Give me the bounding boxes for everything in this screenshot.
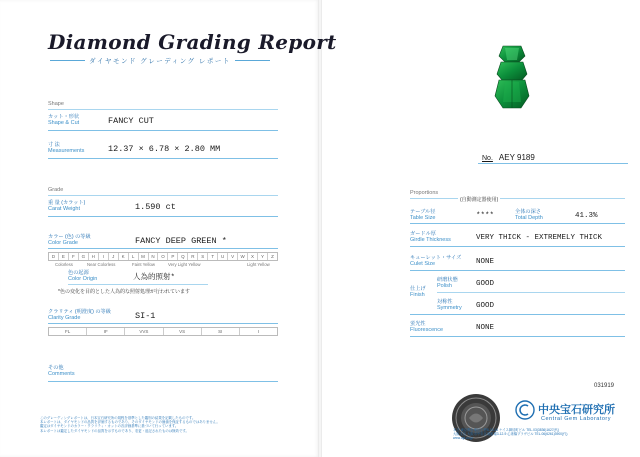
fluorescence-rule <box>410 336 625 337</box>
clarity-scale-if: IF <box>87 328 125 335</box>
fluorescence-label-jp: 蛍光性 <box>410 321 426 327</box>
comments-rule <box>48 381 278 382</box>
color-scale-x: X <box>248 253 258 260</box>
measurements-label-jp: 寸 法 <box>48 142 60 148</box>
footnote-line-1: このグレーディングレポートは、日本宝石研究所の規程を基準とした鑑別の結果を記載したものです。 <box>40 416 196 420</box>
lab-address <box>453 428 633 440</box>
left-page <box>0 0 319 457</box>
scale-label-near-colorless: Near Colorless <box>87 262 116 267</box>
color-value: FANCY DEEP GREEN * <box>135 236 227 246</box>
shape-divider <box>48 109 278 110</box>
clarity-scale-fl: FL <box>49 328 87 335</box>
origin-value: 人為的照射* <box>133 274 176 282</box>
color-scale-g: G <box>79 253 89 260</box>
color-scale-k: K <box>119 253 129 260</box>
culet-rule <box>410 270 625 271</box>
lab-name-jp: 中央宝石研究所 <box>538 404 615 416</box>
subtitle-text: ダイヤモンド グレーディング レポート <box>89 58 231 65</box>
lab-name-en: Central Gem Laboratory <box>541 416 611 422</box>
comments-label-jp: その他 <box>48 365 64 371</box>
scale-label-faint-yellow: Faint Yellow <box>132 262 155 267</box>
proportions-section-label: Proportions <box>410 190 439 196</box>
color-label-jp: カラー (色) の等級 <box>48 234 91 240</box>
color-scale-m: M <box>139 253 149 260</box>
color-scale-h: H <box>89 253 99 260</box>
color-scale-j: J <box>109 253 119 260</box>
origin-label-jp: 色の起源 <box>68 270 89 276</box>
carat-label-en: Carat Weight <box>48 206 80 212</box>
clarity-scale-vvs: VVS <box>125 328 163 335</box>
lab-address-line-3: www.cgl.co.jp <box>453 436 473 440</box>
serial-number: 031919 <box>594 383 615 389</box>
finish-label-jp: 仕上げ <box>410 286 426 292</box>
color-scale <box>48 252 278 261</box>
symmetry-label-en: Symmetry <box>437 305 462 311</box>
table-value: **** <box>476 212 495 220</box>
gemstone-photo <box>487 42 537 114</box>
symmetry-label-jp: 対称性 <box>437 299 453 305</box>
clarity-rule <box>48 323 278 324</box>
color-scale-i: I <box>99 253 109 260</box>
table-label-jp: テーブル径 <box>410 209 436 215</box>
right-page <box>321 0 640 457</box>
color-scale-d: D <box>49 253 59 260</box>
measurements-label-en: Measurements <box>48 148 85 154</box>
clarity-scale <box>48 327 278 336</box>
lab-logo-icon <box>515 400 535 420</box>
scale-label-light-yellow: Light Yellow <box>247 262 270 267</box>
lab-address-line-1: 本社 東京都台東区上野5-15-14 ナイス御徒町ビル TEL.03(3836)1627(代) <box>453 428 560 432</box>
depth-value: 41.3% <box>575 212 598 220</box>
scale-label-colorless: Colorless <box>55 262 73 267</box>
girdle-label-jp: ガードル厚 <box>410 231 436 237</box>
scale-label-very-light-yellow: Very Light Yellow <box>168 262 201 267</box>
measurements-value: 12.37 × 6.78 × 2.80 MM <box>108 144 221 154</box>
origin-rule <box>68 284 208 285</box>
color-scale-t: T <box>208 253 218 260</box>
origin-label-en: Color Origin <box>68 276 98 282</box>
symmetry-value: GOOD <box>476 302 495 310</box>
color-label-en: Color Grade <box>48 240 78 246</box>
depth-label-jp: 全体の深さ <box>515 209 541 215</box>
comments-label-en: Comments <box>48 371 75 377</box>
girdle-label-en: Girdle Thickness <box>410 237 451 243</box>
depth-label-en: Total Depth <box>515 215 543 221</box>
color-scale-f: F <box>69 253 79 260</box>
table-label-en: Table Size <box>410 215 436 221</box>
color-scale-y: Y <box>258 253 268 260</box>
polish-value: GOOD <box>476 280 495 288</box>
certificate-number-label: No. <box>482 155 493 162</box>
subtitle-rule-right <box>235 60 270 61</box>
color-scale-w: W <box>238 253 248 260</box>
color-scale-e: E <box>59 253 69 260</box>
color-scale-v: V <box>228 253 238 260</box>
girdle-rule <box>410 246 625 247</box>
polish-rule <box>437 292 625 293</box>
report-subtitle <box>50 56 270 65</box>
cut-label-jp: カット・形状 <box>48 114 80 120</box>
polish-label-jp: 研磨状態 <box>437 277 458 283</box>
color-scale-s: S <box>198 253 208 260</box>
polish-label-en: Polish <box>437 283 452 289</box>
clarity-label-en: Clarity Grade <box>48 315 81 321</box>
carat-value: 1.590 ct <box>135 202 176 212</box>
footnote-line-4: 本レポートは鑑定したダイヤモンドの品質を示すものであり、変更・追記されたものは無効です。 <box>40 428 189 433</box>
shape-section-label: Shape <box>48 101 64 107</box>
cut-rule <box>48 130 278 131</box>
clarity-label-jp: クラリティ (明澄度) の等級 <box>48 309 111 315</box>
color-scale-p: P <box>168 253 178 260</box>
carat-rule <box>48 216 278 217</box>
culet-label-en: Culet Size <box>410 261 436 267</box>
carat-label-jp: 重 量 (カラット) <box>48 200 86 206</box>
certificate-number <box>482 153 535 162</box>
grade-divider <box>48 195 278 196</box>
color-rule <box>48 248 278 249</box>
footnote-line-2: 本レポートは、ダイヤモンドの品質を評価するものであり、そのダイヤモンドの価値を保証するものではありません。 <box>40 420 220 425</box>
page-gutter <box>318 0 322 457</box>
footnote <box>40 416 310 433</box>
table-rule <box>410 223 625 224</box>
girdle-value: VERY THICK - EXTREMELY THICK <box>476 234 603 242</box>
fluorescence-label-en: Fluorescence <box>410 327 444 333</box>
proportions-divider <box>410 198 625 199</box>
clarity-scale-i: I <box>257 329 260 334</box>
auto-measurement-note: (自動測定器使用) <box>460 197 499 203</box>
grade-section-label: Grade <box>48 187 64 193</box>
clarity-scale-si: SI <box>202 328 240 335</box>
color-scale-z: Z <box>271 254 274 259</box>
subtitle-rule-left <box>50 60 85 61</box>
color-scale-o: O <box>158 253 168 260</box>
certificate-number-value: AEY 9189 <box>498 153 535 162</box>
finish-rule <box>410 314 625 315</box>
color-scale-l: L <box>129 253 139 260</box>
lab-address-line-2: 大阪支店 大阪市中央区南船場3-12-9 心斎橋プラザビル TEL.06(6261)3900(代) <box>453 432 568 436</box>
cut-value: FANCY CUT <box>108 116 154 126</box>
clarity-value: SI-1 <box>135 311 156 321</box>
origin-note: *色の変化を目的とした人為的な照射処理が行われています <box>58 289 190 295</box>
color-scale-r: R <box>188 253 198 260</box>
color-scale-n: N <box>149 253 159 260</box>
finish-label-en: Finish <box>410 292 425 298</box>
measurements-rule <box>48 158 278 159</box>
color-scale-q: Q <box>178 253 188 260</box>
footnote-line-3: 鑑定はダイヤモンドのカラー・クラリティ・カットの各評価基準に基づいて行っています。 <box>40 424 179 429</box>
clarity-scale-vs: VS <box>164 328 202 335</box>
certificate-number-rule <box>478 163 628 164</box>
report-title: Diamond Grading Report <box>48 30 337 54</box>
fluorescence-value: NONE <box>476 324 495 332</box>
culet-label-jp: キューレット・サイズ <box>410 255 462 261</box>
culet-value: NONE <box>476 258 495 266</box>
cut-label-en: Shape & Cut <box>48 120 80 126</box>
color-scale-u: U <box>218 253 228 260</box>
